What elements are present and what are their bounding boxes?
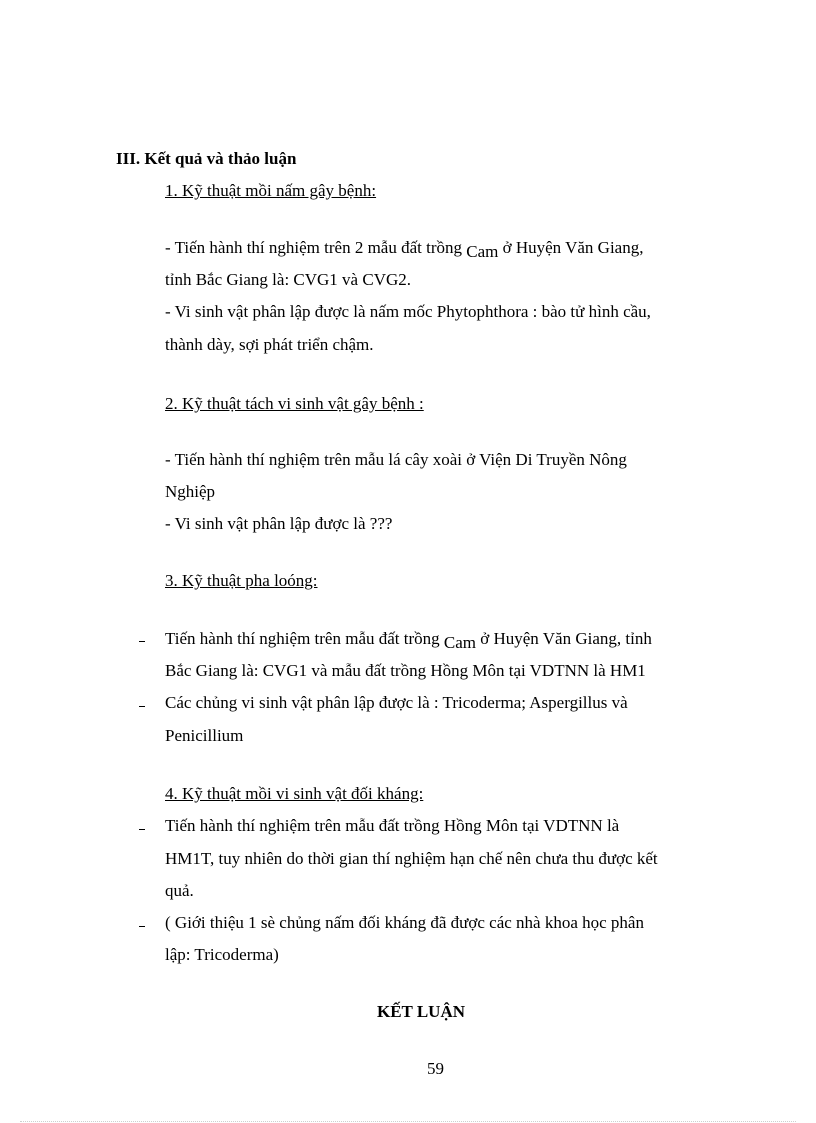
subsection-4-title: 4. Kỹ thuật mồi vi sinh vật đối kháng: [165,784,424,803]
s1-paragraph-1-line-2: tỉnh Bắc Giang là: CVG1 và CVG2. [165,270,411,289]
s1-paragraph-1-line-1 [165,238,644,261]
s2-paragraph-2: - Vi sinh vật phân lập được là ??? [165,514,393,533]
bullet-dash [139,829,145,830]
bullet-dash [139,926,145,927]
subsection-3-title: 3. Kỹ thuật pha loóng: [165,571,318,590]
bullet-dash [139,641,145,642]
s4-bullet-2-line-2: lập: Tricoderma) [165,945,279,964]
s4-bullet-1-line-2: HM1T, tuy nhiên do thời gian thí nghiệm hạn chế nên chưa thu được kết [165,849,658,868]
s4-bullet-1-line-3: quả. [165,881,194,900]
s3-bullet-2-line-1: Các chủng vi sinh vật phân lập được là : Tricoderma; Aspergillus và [165,693,628,712]
s1-p1-cam: Cam [466,242,499,261]
page-number: 59 [427,1059,444,1078]
page-bottom-rule [20,1121,796,1122]
s1-paragraph-2-line-2: thành dày, sợi phát triển chậm. [165,335,374,354]
bullet-dash [139,706,145,707]
s3-b1-cam: Cam [443,633,476,652]
s3-b1-text-a: Tiến hành thí nghiệm trên mẫu đất trồng [165,629,444,648]
s3-bullet-2-line-2: Penicillium [165,726,244,745]
s1-p1-text-b: ở Huyện Văn Giang, [498,238,644,257]
s1-p1-text-a: - Tiến hành thí nghiệm trên 2 mẫu đất trồng [165,238,467,257]
s3-bullet-1-line-2: Bắc Giang là: CVG1 và mẫu đất trồng Hồng Môn tại VDTNN là HM1 [165,661,646,680]
s2-paragraph-1-line-1: - Tiến hành thí nghiệm trên mẫu lá cây xoài ở Viện Di Truyền Nông [165,450,627,469]
s3-bullet-1-line-1 [165,629,652,652]
s2-paragraph-1-line-2: Nghiệp [165,482,216,501]
conclusion-heading: KẾT LUẬN [377,1002,466,1021]
s3-b1-text-b: ở Huyện Văn Giang, tỉnh [476,629,652,648]
subsection-2-title: 2. Kỹ thuật tách vi sinh vật gây bệnh : [165,394,424,413]
s4-bullet-1-line-1: Tiến hành thí nghiệm trên mẫu đất trồng Hồng Môn tại VDTNN là [165,816,620,835]
s1-paragraph-2-line-1: - Vi sinh vật phân lập được là nấm mốc Phytophthora : bào tử hình cầu, [165,302,651,321]
subsection-1-title: 1. Kỹ thuật mồi nấm gây bệnh: [165,181,377,200]
section-heading: III. Kết quả và thảo luận [116,149,297,168]
s4-bullet-2-line-1: ( Giới thiệu 1 sè chủng nấm đối kháng đã được các nhà khoa học phân [165,913,644,932]
